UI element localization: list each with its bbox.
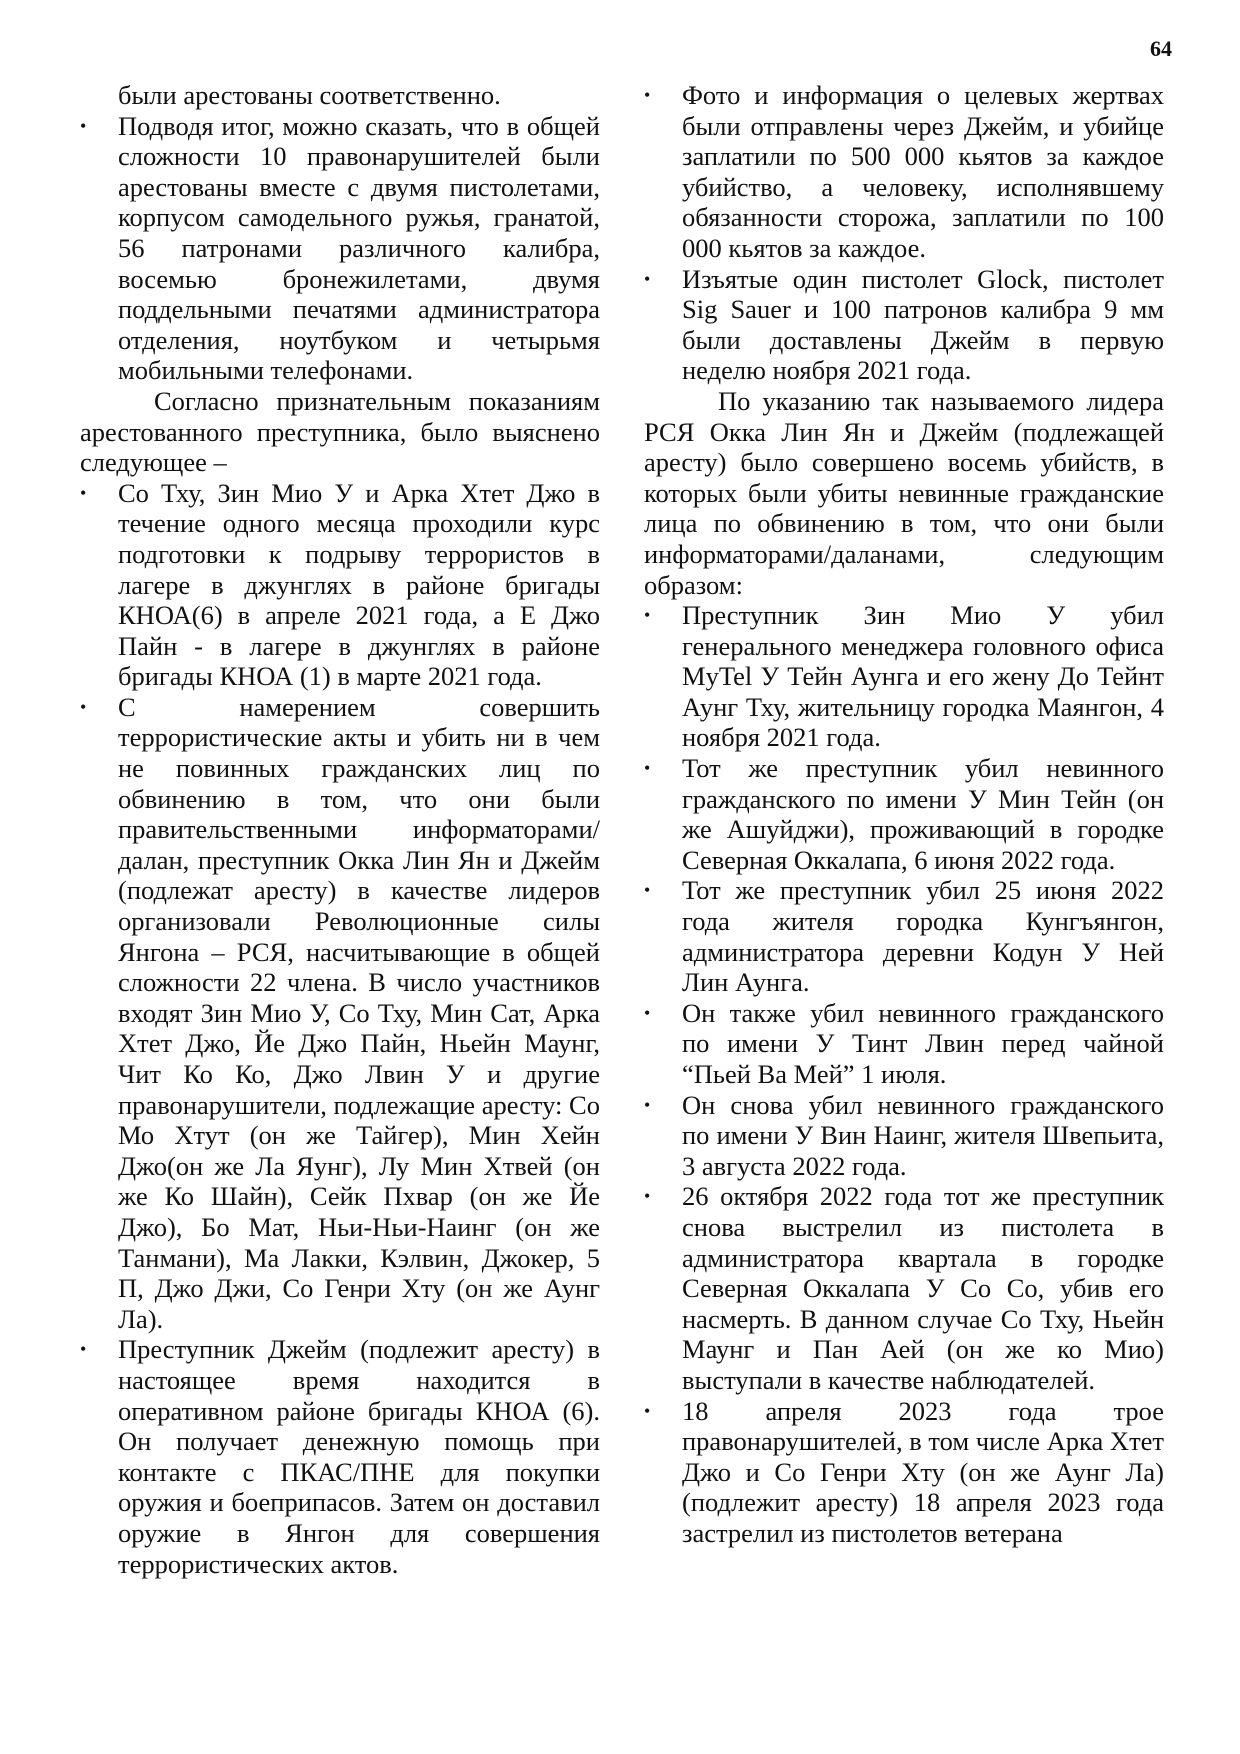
bullet-icon: • — [644, 605, 651, 626]
paragraph: Согласно признательным показаниям арестованного преступника, было выяснено следующее – — [80, 385, 600, 478]
list-item-text: С намерением совершить террористические акты и убить ни в чем не повинных гражданских лиц по обвинению в том, что они были правительственными информаторами/ далан, преступник Окка Лин Ян и Джейм (подлежат аресту) в качестве лидеров организовали Революционные силы Янгона – РСЯ, насчитывающие в общей сложности 22 члена. В число участников входят Зин Мио У, Со Тху, Мин Сат, Арка Хтет Джо, Йе Джо Пайн, Ньейн Маунг, Чит Ко Ко, Джо Лвин У и другие правонарушители, подлежащие аресту: Со Мо Хтут (он же Тайгер), Мин Хейн Джо(он же Ла Яунг), Лу Мин Хтвей (он же Ко Шайн), Сейк Пхвар (он же Йе Джо), Бо Мат, Ньи-Ньи-Наинг (он же Танмани), Ма Лакки, Кэлвин, Джокер, 5 П, Джо Джи, Со Генри Хту (он же Аунг Ла). — [118, 691, 600, 1334]
list-item-text: Он также убил невинного гражданского по имени У Тинт Лвин перед чайной “Пьей Ва Мей” 1 июля. — [682, 997, 1164, 1089]
bullet-icon: • — [80, 696, 87, 717]
left-column — [80, 80, 600, 1579]
list-item-text: Подводя итог, можно сказать, что в общей сложности 10 правонарушителей были арестованы вместе с двумя пистолетами, корпусом самодельного ружья, гранатой, 56 патронами различного калибра, восемью бронежилетами, двумя поддельными печатями администратора отделения, ноутбуком и четырьмя мобильными телефонами. — [118, 110, 600, 386]
list-item — [80, 692, 600, 1334]
list-item-text: Фото и информация о целевых жертвах были отправлены через Джейм, и убийце заплатили по 500 000 кьятов за каждое убийство, а человеку, исполнявшему обязанности сторожа, заплатили по 100 000 кьятов за каждое. — [682, 80, 1164, 263]
list-item — [644, 753, 1164, 875]
list-item-text: Преступник Джейм (подлежит аресту) в настоящее время находится в оперативном районе бригады КНОА (6). Он получает денежную помощь при контакте с ПКАС/ПНЕ для покупки оружия и боеприпасов. Затем он доставил оружие в Янгон для совершения террористических актов. — [118, 1334, 600, 1579]
list-item-text: Изъятые один пистолет Glock, пистолет Sig Sauer и 100 патронов калибра 9 мм были доставлены Джейм в первую неделю ноября 2021 года. — [682, 263, 1164, 386]
list-item-text: Со Тху, Зин Мио У и Арка Хтет Джо в течение одного месяца проходили курс подготовки к подрыву террористов в лагере в джунглях в районе бригады КНОА(6) в апреле 2021 года, а Е Джо Пайн - в лагере в джунглях в районе бригады КНОА (1) в марте 2021 года. — [118, 477, 600, 692]
list-item-text: 18 апреля 2023 года трое правонарушителей, в том числе Арка Хтет Джо и Со Генри Хту (он же Аунг Ла) (подлежит аресту) 18 апреля 2023 года застрелил из пистолетов ветерана — [682, 1395, 1164, 1548]
list-item — [644, 998, 1164, 1090]
continuation-text: были арестованы соответственно. — [118, 80, 501, 110]
bullet-list — [80, 111, 600, 386]
bullet-icon: • — [644, 1400, 651, 1421]
list-item-text: Тот же преступник убил невинного гражданского по имени У Мин Тейн (он же Ашуйджи), проживающий в городке Северная Оккалапа, 6 июня 2022 года. — [682, 753, 1164, 875]
list-item-text: 26 октября 2022 года тот же преступник снова выстрелил из пистолета в администратора квартала в городке Северная Оккалапа У Со Со, убив его насмерть. В данном случае Со Тху, Ньейн Маунг и Пан Аей (он же ко Мио) выступали в качестве наблюдателей. — [682, 1181, 1164, 1395]
list-item — [80, 111, 600, 386]
bullet-icon: • — [644, 1094, 651, 1115]
list-item — [644, 264, 1164, 386]
list-item — [644, 600, 1164, 753]
bullet-icon: • — [644, 880, 651, 901]
bullet-icon: • — [644, 268, 651, 289]
list-item — [80, 478, 600, 692]
paragraph: По указанию так называемого лидера РСЯ Окка Лин Ян и Джейм (подлежащей аресту) было совершено восемь убийств, в которых были убиты невинные гражданские лица по обвинению в том, что они были информаторами/даланами, следующим образом: — [644, 385, 1164, 600]
list-item — [644, 875, 1164, 997]
bullet-icon: • — [80, 115, 87, 136]
list-item-text: Тот же преступник убил 25 июня 2022 года жителя городка Кунгъянгон, администратора деревни Кодун У Ней Лин Аунга. — [682, 875, 1164, 998]
list-item — [644, 1181, 1164, 1395]
list-item — [80, 1334, 600, 1579]
bullet-icon: • — [644, 1002, 651, 1023]
bullet-list — [644, 80, 1164, 386]
right-column — [644, 80, 1164, 1549]
bullet-icon: • — [644, 1186, 651, 1207]
list-item — [644, 1396, 1164, 1549]
bullet-icon: • — [80, 482, 87, 503]
bullet-icon: • — [644, 758, 651, 779]
bullet-icon: • — [80, 1339, 87, 1360]
list-item — [644, 80, 1164, 264]
list-item-text: Он снова убил невинного гражданского по имени У Вин Наинг, жителя Швепьита, 3 августа 2022 года. — [682, 1089, 1164, 1181]
list-item-text: Преступник Зин Мио У убил генерального менеджера головного офиса MyTel У Тейн Аунга и его жену До Тейнт Аунг Тху, жительницу городка Маянгон, 4 ноября 2021 года. — [682, 600, 1164, 753]
bullet-list — [644, 600, 1164, 1548]
page-number: 64 — [1150, 36, 1172, 61]
bullet-icon: • — [644, 85, 651, 105]
bullet-list — [80, 478, 600, 1579]
list-item — [644, 1090, 1164, 1182]
